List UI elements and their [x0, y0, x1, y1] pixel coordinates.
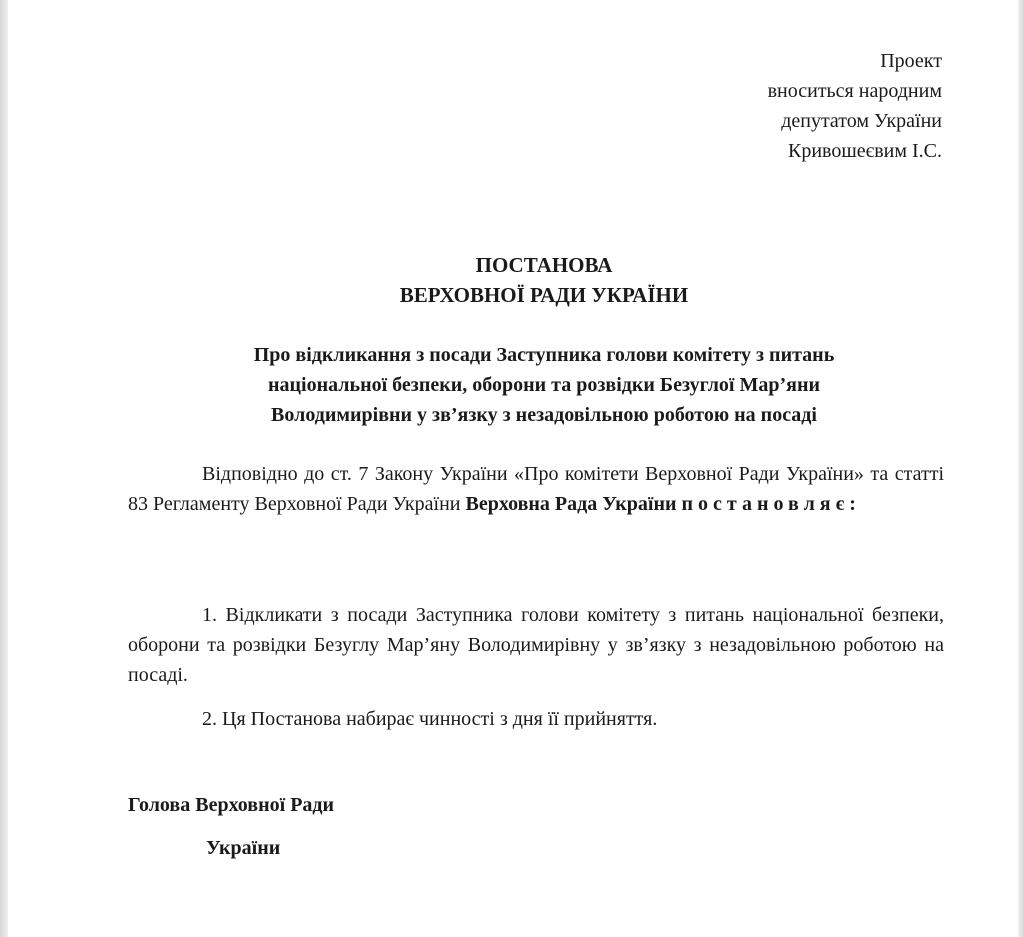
subject-line: національної безпеки, оборони та розвідки Безуглої Мар’яни	[267, 374, 821, 396]
subject-line: Володимирівни у зв’язку з незадовільною роботою на посаді	[271, 404, 817, 426]
item-text: 1. Відкликати з посади Заступника голови комітету з питань національної безпеки, оборони та розвідки Безуглу Мар’яну Володимирівну у зв’язку з незадовільною роботою на посаді.	[128, 604, 944, 686]
preamble-bold: Верховна Рада України	[465, 493, 682, 515]
project-line: депутатом України	[781, 110, 942, 132]
resolution-item-1	[128, 600, 944, 690]
preamble-text: Відповідно до ст. 7 Закону України «Про комітети Верховної Ради України» та статті 83 Регламенту Верховної Ради України	[128, 463, 944, 515]
signature-country: України	[206, 837, 281, 859]
document-page	[8, 0, 1018, 937]
project-line: вноситься народним	[767, 80, 942, 102]
page-edge-left	[0, 0, 8, 937]
item-text: 2. Ця Постанова набирає чинності з дня її прийняття.	[202, 708, 658, 730]
resolution-subject	[8, 340, 1024, 430]
document-issuer: ВЕРХОВНОЇ РАДИ УКРАЇНИ	[399, 283, 689, 307]
preamble-decree: постановляє:	[681, 493, 861, 515]
subject-line: Про відкликання з посади Заступника голови комітету з питань	[253, 344, 835, 366]
document-title: ПОСТАНОВА	[475, 253, 613, 277]
project-line: Проект	[880, 50, 942, 72]
signature-title: Голова Верховної Ради	[128, 794, 335, 816]
project-line: Кривошеєвим І.С.	[787, 140, 942, 162]
resolution-item-2	[128, 704, 944, 734]
page-edge-right	[1018, 0, 1024, 937]
project-note	[768, 46, 942, 166]
preamble-paragraph	[128, 459, 944, 519]
